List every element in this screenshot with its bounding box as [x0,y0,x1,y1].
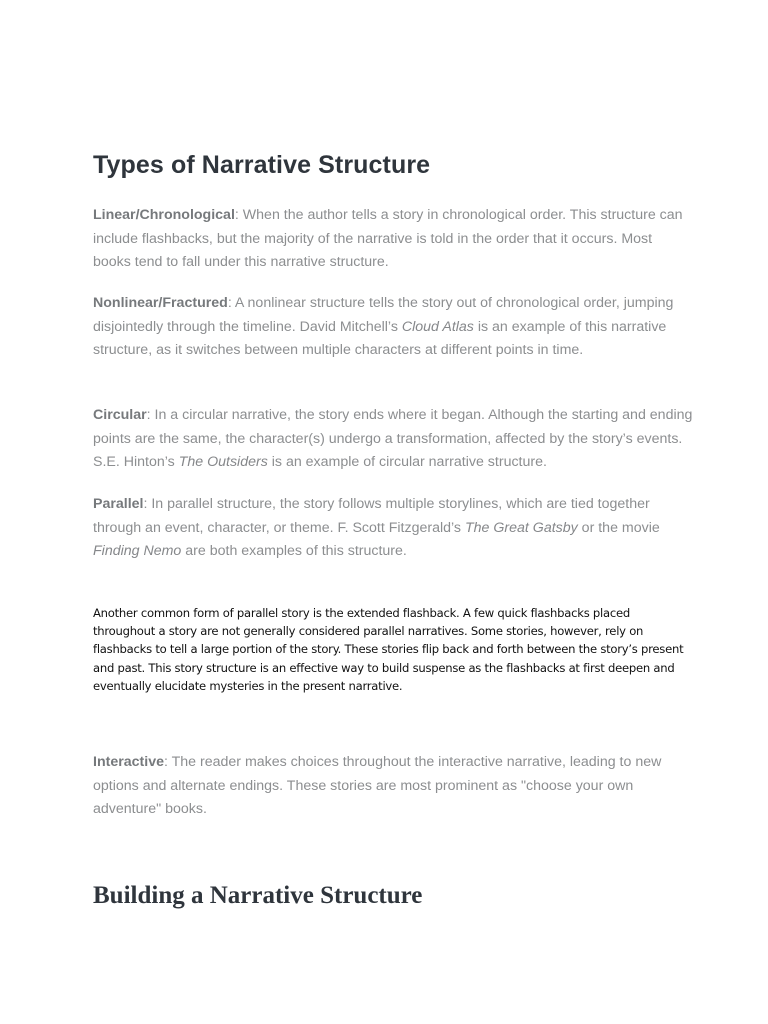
paragraph-linear [93,204,693,275]
definition-interactive: : The reader makes choices throughout the interactive narrative, leading to new options and alternate endings. These stories are most prominent as "choose your own adventure" books. [93,754,662,817]
definition-nonlinear-post: is an example of this narrative structure, as it switches between multiple characters at different points in time. [93,318,667,358]
heading-building-a-narrative-structure: Building a Narrative Structure [93,882,423,909]
definition-parallel-post: are both examples of this structure. [181,543,407,559]
title-the-outsiders: The Outsiders [178,454,268,470]
definition-parallel-mid: or the movie [577,519,660,536]
title-the-great-gatsby: The Great Gatsby [464,519,578,536]
definition-nonlinear-pre: : A nonlinear structure tells the story out of chronological order, jumping disjointedly through the timeline. David Mitchell’s [93,295,674,335]
title-finding-nemo: Finding Nemo [93,543,182,559]
paragraph-interactive [93,751,693,822]
paragraph-extended-flashback: Another common form of parallel story is the extended flashback. A few quick flashbacks placed throughout a story are not generally considered parallel narratives. Some stories, however, rely on flashbacks to tell a large portion of the story. These stories flip back and forth between the story’s present and past. This story structure is an effective way to build suspense as the flashbacks at first deepen and eventually elucidate mysteries in the present narrative. [93,606,684,693]
definition-linear: : When the author tells a story in chronological order. This structure can include flashbacks, but the majority of the narrative is told in the order that it occurs. Most books tend to fall under this narrative structure. [93,207,683,270]
term-linear: Linear/Chronological [93,207,235,223]
term-nonlinear: Nonlinear/Fractured [93,295,228,311]
title-cloud-atlas: Cloud Atlas [401,318,474,335]
term-interactive: Interactive [93,754,164,770]
heading-types-of-narrative-structure: Types of Narrative Structure [93,151,431,179]
term-circular: Circular [93,407,147,423]
term-parallel: Parallel [93,496,144,512]
paragraph-circular [93,404,693,475]
paragraph-nonlinear [93,292,693,363]
definition-circular-pre: : In a circular narrative, the story ends where it began. Although the starting and ending points are the same, the character(s) undergo a transformation, affected by the story’s events. S.E. Hinton’s [93,407,693,470]
definition-circular-post: is an example of circular narrative structure. [267,454,547,470]
paragraph-parallel [93,493,693,564]
definition-parallel-pre: : In parallel structure, the story follows multiple storylines, which are tied together through an event, character, or theme. F. Scott Fitzgerald’s [93,496,650,536]
